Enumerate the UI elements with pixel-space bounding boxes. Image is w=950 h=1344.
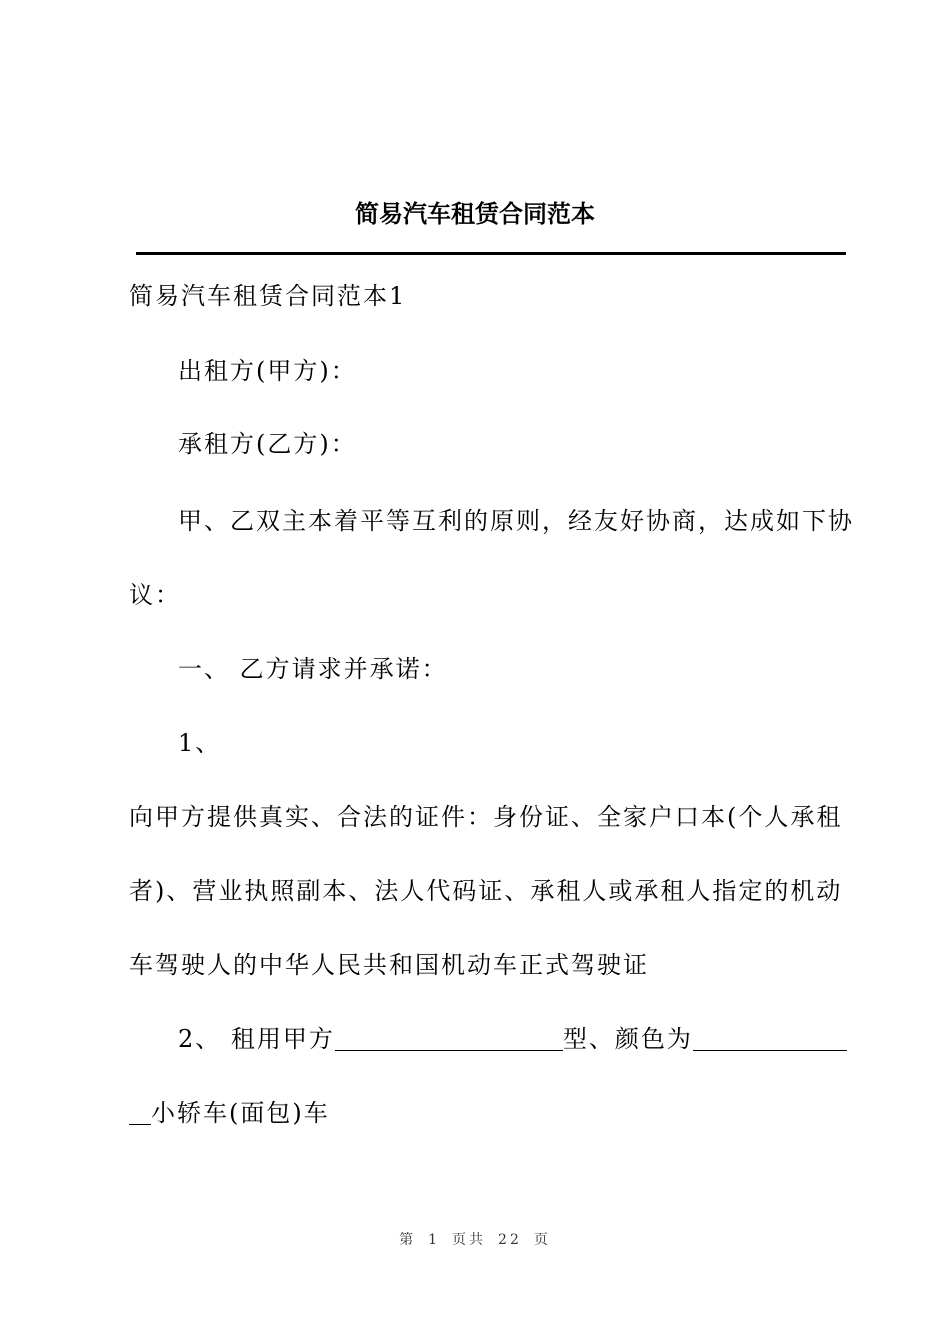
item-1-line-2: 者)、营业执照副本、法人代码证、承租人或承租人指定的机动: [129, 877, 843, 905]
preamble-line-1: 甲、乙双主本着平等互利的原则，经友好协商，达成如下协: [178, 507, 854, 535]
title-divider: [136, 252, 846, 255]
color-blank: [693, 1022, 847, 1051]
model-blank: [335, 1022, 563, 1051]
item-number-1: 1、: [178, 729, 222, 757]
item-2-suffix: 小轿车(面包)车: [151, 1099, 330, 1127]
footer-label-of: 页共: [452, 1232, 487, 1248]
lessor-line: 出租方(甲方)：: [178, 357, 357, 385]
footer-label-end: 页: [533, 1232, 551, 1248]
preamble-line-2: 议：: [129, 581, 181, 609]
item-1-line-1: 向甲方提供真实、合法的证件：身份证、全家户口本(个人承租: [129, 803, 843, 831]
item-2-mid: 型、颜色为: [562, 1025, 693, 1053]
document-title: 简易汽车租赁合同范本: [355, 200, 595, 228]
color-blank-continued: [129, 1096, 151, 1125]
page-footer: [0, 1230, 950, 1250]
item-1-line-3: 车驾驶人的中华人民共和国机动车正式驾驶证: [129, 951, 649, 979]
item-2-line-2: [129, 1095, 330, 1131]
footer-page-number: 1: [428, 1232, 441, 1248]
clause-heading-1: 一、 乙方请求并承诺：: [178, 655, 448, 683]
footer-total-pages: 22: [498, 1232, 522, 1248]
section-heading: 简易汽车租赁合同范本1: [129, 282, 407, 310]
item-2-prefix: 2、 租用甲方: [178, 1025, 335, 1053]
item-2-line-1: [178, 1021, 847, 1057]
lessee-line: 承租方(乙方)：: [178, 430, 357, 458]
footer-label-page: 第: [399, 1232, 417, 1248]
